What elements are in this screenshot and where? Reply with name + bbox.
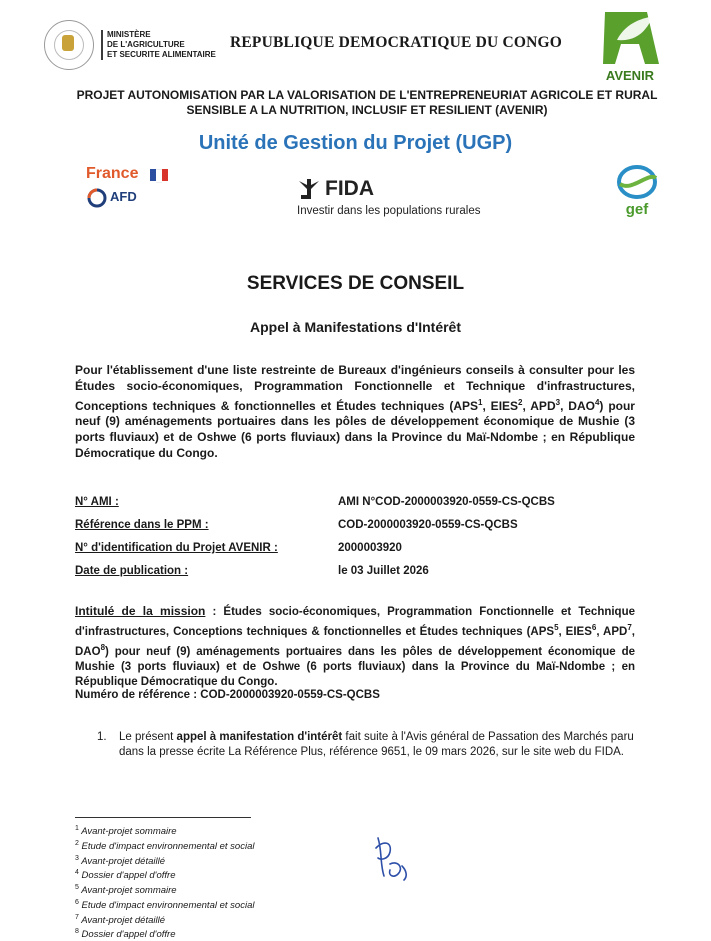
ministry-line: MINISTÈRE [107,30,151,39]
ministry-line: ET SECURITE ALIMENTAIRE [107,50,216,59]
intro-paragraph: Pour l'établissement d'une liste restreinte de Bureaux d'ingénieurs conseils à consulter pour les Études socio-économiques, Programmation Fonctionnelle et Technique d'infrastructures, Conceptions techniques & fonctionnelles et Études techniques (APS$^1$, EIES$^2$, APD$^3$, DAO$^4$) pour neuf (9) aménagements portuaires dans les pôles de développement économique de Mushie (3 ports fluviaux) et de Oshwe (6 ports fluviaux) dans la Province du Maï-Ndombe ; en République Démocratique du Congo. [75,363,635,460]
reference-number: Numéro de référence : COD-2000003920-0559-CS-QCBS [75,689,380,701]
project-title-line1: PROJET AUTONOMISATION PAR LA VALORISATION DE L'ENTREPRENEURIAT AGRICOLE ET RURAL [76,88,658,102]
afd-ring-icon [86,187,108,209]
avenir-logo [597,10,663,84]
fida-tagline: Investir dans les populations rurales [297,205,481,217]
mission-label: Intitulé de la mission [75,604,206,618]
services-title: SERVICES DE CONSEIL [246,273,465,294]
afd-label: AFD [110,189,137,204]
mission-paragraph: Intitulé de la mission : Études socio-économiques, Programmation Fonctionnelle et Technique d'infrastructures, Conceptions techniques & fonctionnelles et Études techniques (APS$^5$, EIES$^6$, APD$^7$, DAO$^8$) pour neuf (9) aménagements portuaires dans les pôles de développement économique de Mushie (3 ports fluviaux) et de Oshwe (6 ports fluviaux) dans la Province du Maï-Ndombe ; en République Démocratique du Congo. [75,604,636,689]
paragraph-number: 1. [97,731,107,743]
field-label: N° AMI : [75,496,119,508]
gef-label: gef [625,201,649,218]
footnote: $^4$ Dossier d'appel d'offre [75,869,176,882]
country-title: REPUBLIQUE DEMOCRATIQUE DU CONGO [230,34,563,51]
field-value: le 03 Juillet 2026 [338,565,429,577]
footnote: $^7$ Avant-projet détaillé [75,913,165,926]
footnote: $^8$ Dossier d'appel d'offre [75,928,176,941]
fida-emblem-icon [297,175,323,201]
project-title-line2: SENSIBLE A LA NUTRITION, INCLUSIF ET RESILIENT (AVENIR) [186,103,548,117]
field-label: Référence dans le PPM : [75,519,209,531]
footnote: $^1$ Avant-projet sommaire [75,825,177,838]
gef-logo [612,162,662,218]
ministry-line: DE L'AGRICULTURE [107,40,185,49]
footnote: $^2$ Etude d'impact environnemental et social [75,839,255,852]
france-afd-logo [86,165,196,215]
footnote: $^5$ Avant-projet sommaire [75,884,177,897]
ministry-name [101,30,216,60]
france-label: France [86,165,139,182]
footnote: $^3$ Avant-projet détaillé [75,854,165,867]
field-label: Date de publication : [75,565,189,577]
field-value: COD-2000003920-0559-CS-QCBS [338,519,518,531]
fida-label: FIDA [325,177,374,200]
fida-logo [297,175,517,220]
appel-title: Appel à Manifestations d'Intérêt [249,319,462,335]
field-value: AMI N°COD-2000003920-0559-CS-QCBS [338,496,555,508]
paragraph-text: Le présent appel à manifestation d'intérêt fait suite à l'Avis général de Passation des Marchés paru dans la presse écrite La Référence Plus, référence 9651, le 09 mars 2026, sur le site web du FIDA. [119,731,634,758]
footnotes [75,823,254,941]
avenir-logo-text: AVENIR [605,68,655,83]
ministry-seal [44,20,94,70]
footnote: $^6$ Etude d'impact environnemental et social [75,898,255,911]
project-title [60,88,674,118]
footnote-divider [75,817,251,818]
ugp-title: Unité de Gestion du Projet (UGP) [198,132,513,154]
field-value: 2000003920 [338,542,402,554]
signature-mark [368,830,428,890]
field-label: N° d'identification du Projet AVENIR : [75,542,278,554]
